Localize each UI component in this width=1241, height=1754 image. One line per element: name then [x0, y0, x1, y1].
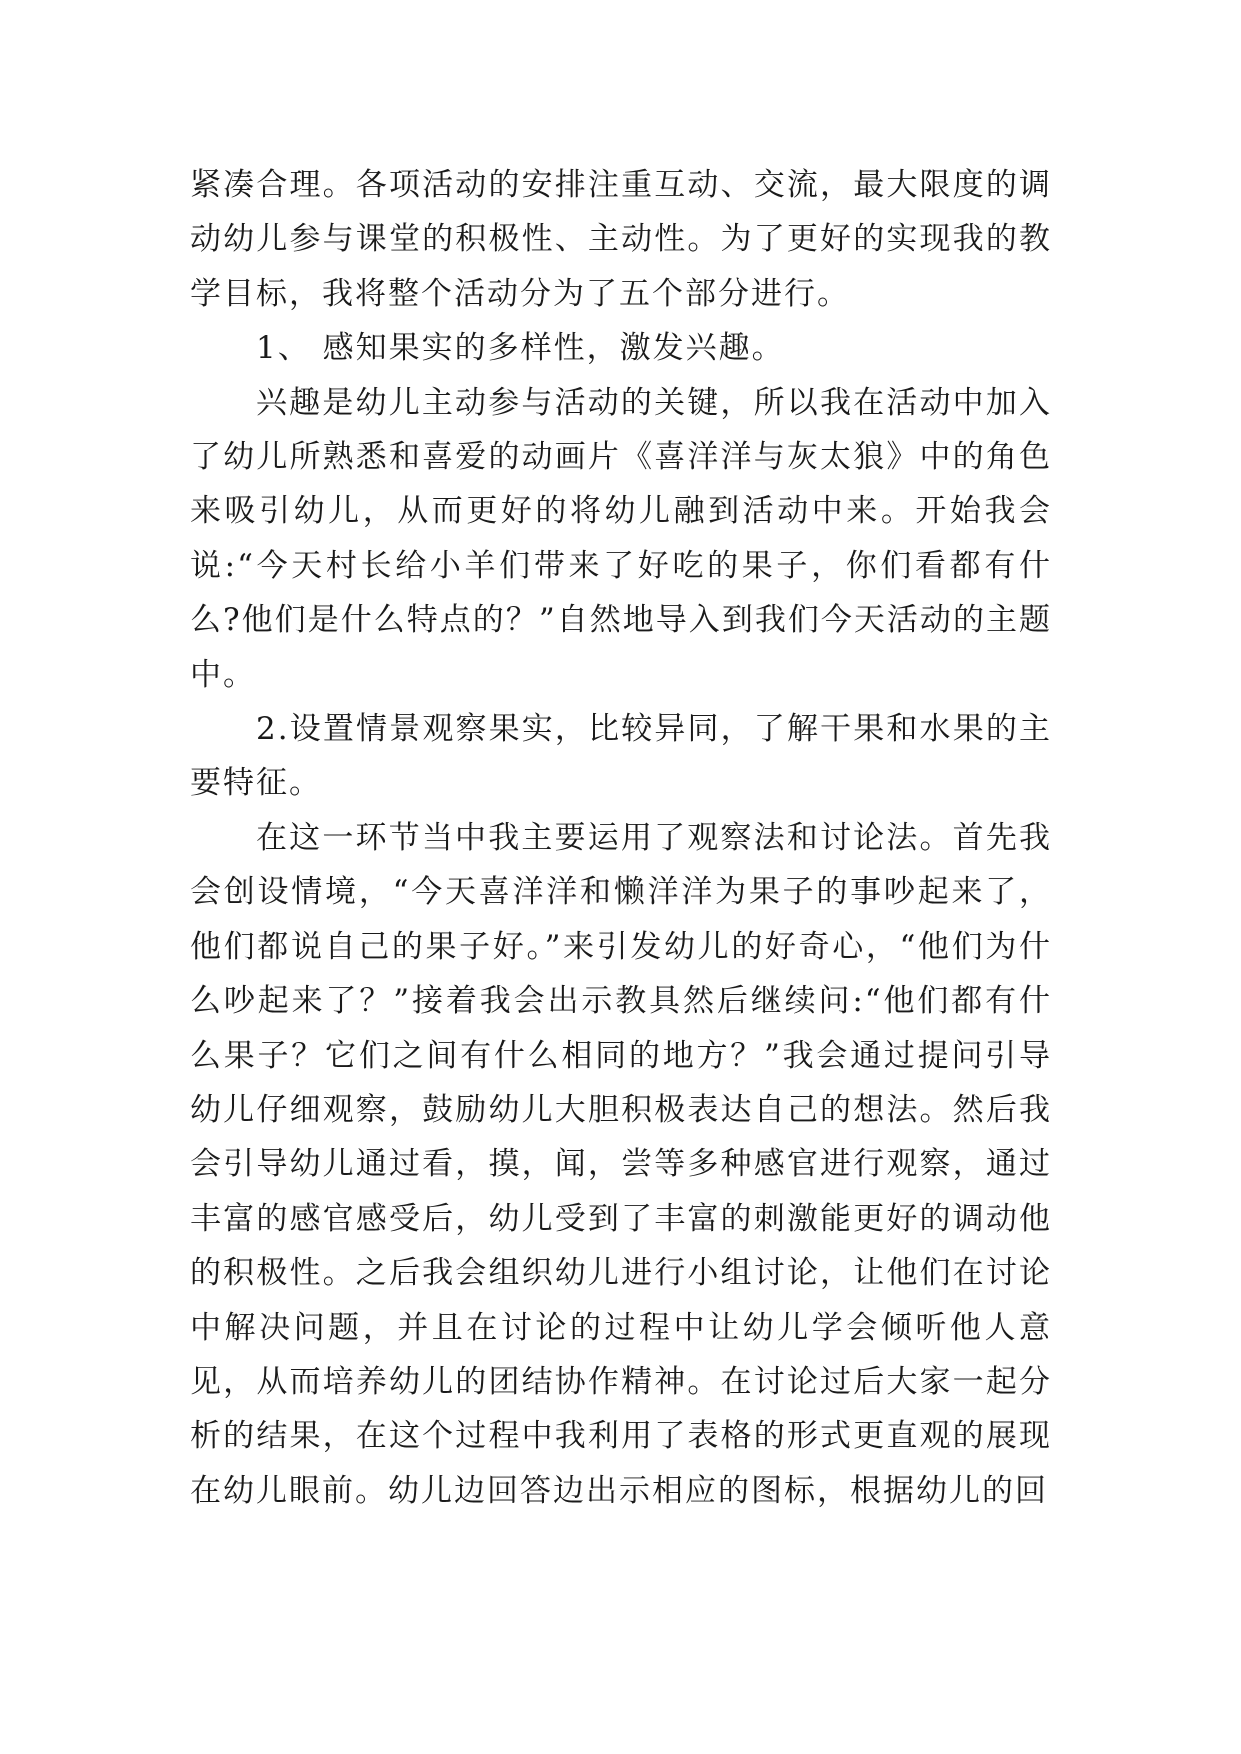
document-body [190, 158, 1052, 1518]
paragraph-observation: 在这一环节当中我主要运用了观察法和讨论法。首先我会创设情境，“今天喜洋洋和懒洋洋为果子的事吵起来了，他们都说自己的果子好。”来引发幼儿的好奇心，“他们为什么吵起来了？”接着我会出示教具然后继续问:“他们都有什么果子？它们之间有什么相同的地方？”我会通过提问引导幼儿仔细观察，鼓励幼儿大胆积极表达自己的想法。然后我会引导幼儿通过看，摸，闻，尝等多种感官进行观察，通过丰富的感官感受后，幼儿受到了丰富的刺激能更好的调动他的积极性。之后我会组织幼儿进行小组讨论，让他们在讨论中解决问题，并且在讨论的过程中让幼儿学会倾听他人意见，从而培养幼儿的团结协作精神。在讨论过后大家一起分析的结果，在这个过程中我利用了表格的形式更直观的展现在幼儿眼前。幼儿边回答边出示相应的图标，根据幼儿的回 [190, 819, 1052, 1509]
paragraph-intro: 紧凑合理。各项活动的安排注重互动、交流，最大限度的调动幼儿参与课堂的积极性、主动性。为了更好的实现我的教学目标，我将整个活动分为了五个部分进行。 [190, 167, 1052, 312]
heading-section-2: 2.设置情景观察果实，比较异同，了解干果和水果的主要特征。 [190, 711, 1052, 802]
paragraph-interest: 兴趣是幼儿主动参与活动的关键，所以我在活动中加入了幼儿所熟悉和喜爱的动画片《喜洋洋与灰太狼》中的角色来吸引幼儿，从而更好的将幼儿融到活动中来。开始我会说:“今天村长给小羊们带来了好吃的果子，你们看都有什么?他们是什么特点的？”自然地导入到我们今天活动的主题中。 [190, 384, 1052, 693]
heading-section-1: 1、 感知果实的多样性，激发兴趣。 [256, 330, 785, 367]
